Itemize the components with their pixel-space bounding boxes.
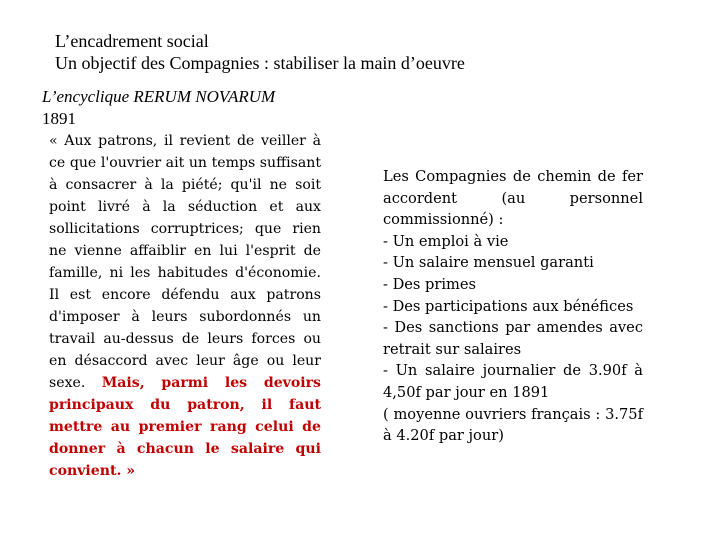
slide-subtitle: Un objectif des Compagnies : stabiliser la main d’oeuvre: [55, 53, 465, 73]
list-item: - Des primes: [383, 275, 476, 293]
list-item: - Un emploi à vie: [383, 232, 509, 250]
encyclical-title: L’encyclique RERUM NOVARUM: [42, 87, 276, 106]
slide-title: L’encadrement social: [55, 31, 209, 51]
list-item: - Des sanctions par amendes avec retrait sur salaires: [383, 319, 643, 358]
quote-highlight: Mais, parmi les devoirs principaux du patron, il faut mettre au premier rang celui de donner à chacun le salaire qui convient. »: [49, 375, 321, 479]
slide-title-block: [55, 30, 695, 74]
encyclical-column: [42, 86, 324, 482]
list-item: - Un salaire mensuel garanti: [383, 254, 594, 272]
encyclical-year: 1891: [42, 109, 76, 128]
encyclical-quote: [49, 130, 321, 482]
list-item: ( moyenne ouvriers français : 3.75f à 4.20f par jour): [383, 405, 643, 445]
companies-intro: Les Compagnies de chemin de fer accordent (au personnel commissionné) :: [383, 168, 643, 229]
companies-column: [383, 166, 643, 447]
list-item: - Un salaire journalier de 3.90f à 4,50f par jour en 1891: [383, 362, 643, 401]
list-item: - Des participations aux bénéfices: [383, 297, 634, 315]
quote-text: « Aux patrons, il revient de veiller à ce que l'ouvrier ait un temps suffisant à consacrer à la piété; qu'il ne soit point livré à la séduction et aux sollicitations corruptrices; que rien ne vienne affaiblir en lui l'esprit de famille, ni les habitudes d'économie. Il est encore défendu aux patrons d'imposer à leurs subordonnés un travail au-dessus de leurs forces ou en désaccord avec leur âge ou leur sexe.: [49, 133, 321, 391]
